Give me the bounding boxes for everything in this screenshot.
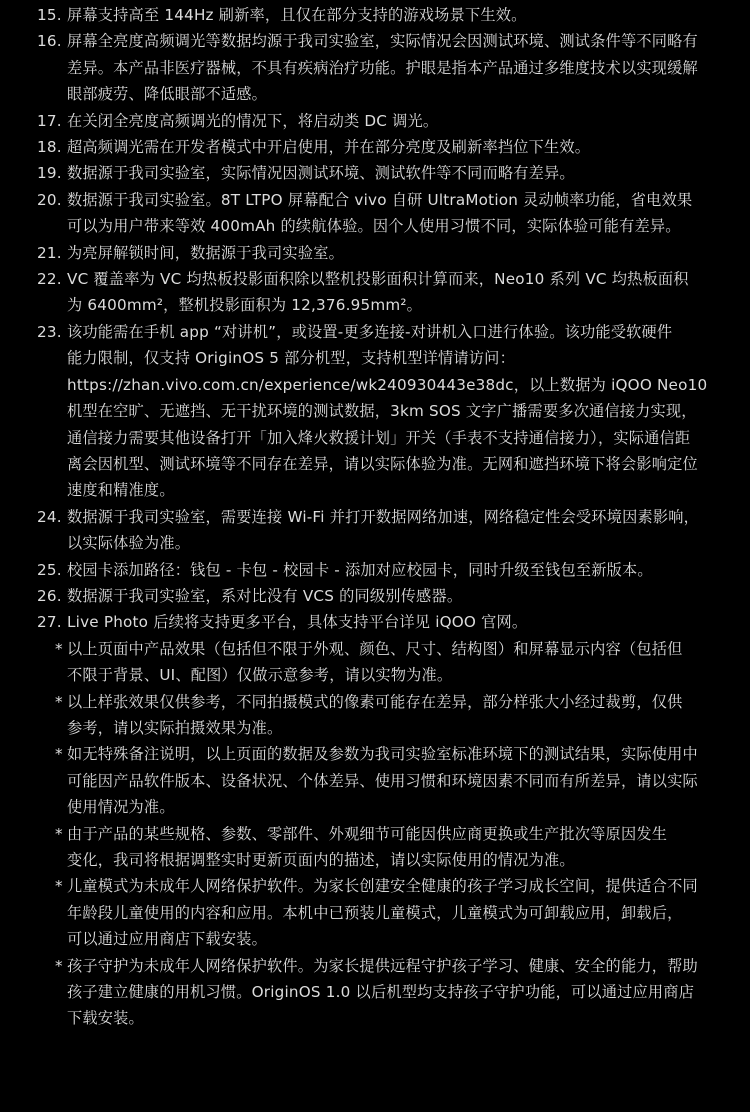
footnote-20	[0, 187, 750, 240]
disclaimer-product-appearance	[0, 636, 750, 689]
footnote-text: 数据源于我司实验室，需要连接 Wi-Fi 并打开数据网络加速，网络稳定性会受环境因素影响， 以实际体验为准。	[67, 507, 700, 553]
footnote-text: 屏幕全亮度高频调光等数据均源于我司实验室，实际情况会因测试环境、测试条件等不同略有 差异。本产品非医疗器械，不具有疾病治疗功能。护眼是指本产品通过多维度技术以实现缓解 眼部疲劳、降低眼部不适感。	[67, 32, 698, 104]
footnote-text: 超高频调光需在开发者模式中开启使用，并在部分亮度及刷新率挡位下生效。	[67, 138, 591, 157]
disclaimer-asterisk: *	[55, 877, 63, 896]
disclaimer-text: 如无特殊备注说明，以上页面的数据及参数为我司实验室标准环境下的测试结果，实际使用中 可能因产品软件版本、设备状况、个体差异、使用习惯和环境因素不同而有所差异，请以实际 使用情况为准。	[67, 745, 698, 817]
footnote-24	[0, 504, 750, 557]
footnote-number: 18.	[37, 138, 62, 157]
footnote-19	[0, 160, 750, 186]
footnote-number: 21.	[37, 243, 62, 262]
footnote-text: VC 覆盖率为 VC 均热板投影面积除以整机投影面积计算而来，Neo10 系列 VC 均热板面积 为 6400mm²，整机投影面积为 12,376.95mm²。	[67, 270, 689, 315]
footnote-number: 24.	[37, 507, 62, 526]
footnote-text: 屏幕支持高至 144Hz 刷新率，且仅在部分支持的游戏场景下生效。	[67, 6, 527, 24]
disclaimer-text: 孩子守护为未成年人网络保护软件。为家长提供远程守护孩子学习、健康、安全的能力，帮助 孩子建立健康的用机习惯。OriginOS 1.0 以后机型均支持孩子守护功能，可以通过应用商店 下载安装。	[67, 956, 698, 1028]
disclaimer-text: 以上页面中产品效果（包括但不限于外观、颜色、尺寸、结构图）和屏幕显示内容（包括但 不限于背景、UI、配图）仅做示意参考，请以实物为准。	[67, 639, 683, 685]
footnote-26	[0, 583, 750, 609]
disclaimer-text: 儿童模式为未成年人网络保护软件。为家长创建安全健康的孩子学习成长空间，提供适合不同 年龄段儿童使用的内容和应用。本机中已预装儿童模式，儿童模式为可卸载应用，卸载后， 可以通过应用商店下载安装。	[67, 877, 698, 949]
footnote-27	[0, 609, 750, 635]
footnote-text: 在关闭全亮度高频调光的情况下，将启动类 DC 调光。	[67, 111, 439, 130]
footnote-number: 19.	[37, 164, 62, 183]
footnote-number: 25.	[37, 560, 62, 579]
footnote-25	[0, 557, 750, 583]
footnote-21	[0, 240, 750, 266]
footnote-number: 16.	[37, 32, 62, 51]
footnote-number: 26.	[37, 586, 62, 605]
footnote-number: 15.	[37, 6, 62, 24]
disclaimer-text: 以上样张效果仅供参考，不同拍摄模式的像素可能存在差异，部分样张大小经过裁剪，仅供 参考，请以实际拍摄效果为准。	[67, 692, 683, 737]
footnote-16	[0, 28, 750, 107]
footnote-18	[0, 134, 750, 160]
disclaimer-text: 由于产品的某些规格、参数、零部件、外观细节可能因供应商更换或生产批次等原因发生 变化，我司将根据调整实时更新页面内的描述，请以实际使用的情况为准。	[67, 824, 668, 869]
disclaimer-asterisk: *	[55, 745, 63, 764]
footnote-number: 20.	[37, 190, 62, 209]
footnote-text: 数据源于我司实验室，系对比没有 VCS 的同级别传感器。	[67, 586, 463, 605]
footnote-text: 数据源于我司实验室，实际情况因测试环境、测试软件等不同而略有差异。	[67, 164, 575, 183]
footnote-number: 22.	[37, 270, 62, 289]
footnote-number: 17.	[37, 111, 62, 130]
footnote-15	[0, 2, 750, 28]
footnote-text: Live Photo 后续将支持更多平台，具体支持平台详见 iQOO 官网。	[67, 613, 528, 632]
footnote-text: 校园卡添加路径：钱包 - 卡包 - 校园卡 - 添加对应校园卡，同时升级至钱包至新版本。	[67, 560, 653, 579]
disclaimer-child-guard	[0, 953, 750, 1032]
footnote-17	[0, 108, 750, 134]
disclaimer-asterisk: *	[55, 639, 63, 658]
footnote-text: 为亮屏解锁时间，数据源于我司实验室。	[67, 243, 344, 262]
disclaimer-test-data	[0, 741, 750, 820]
disclaimer-spec-changes	[0, 821, 750, 874]
footnote-23	[0, 319, 750, 504]
disclaimer-asterisk: *	[55, 824, 63, 843]
footnote-text: 该功能需在手机 app “对讲机”，或设置-更多连接-对讲机入口进行体验。该功能受软硬件 能力限制，仅支持 OriginOS 5 部分机型，支持机型详情请访问： https://zhan.vivo.com.cn/experience/wk240930443e38dc，以上数据为 iQOO Neo10 机型在空旷、无遮挡、无干扰环境的测试数据，3km SOS 文字广播需要多次通信接力实现， 通信接力需要其他设备打开「加入烽火救援计划」开关（手表不支持通信接力），实际通信距 离会因机型、测试环境等不同存在差异，请以实际体验为准。无网和遮挡环境下将会影响定位 速度和精准度。	[67, 322, 708, 500]
disclaimer-sample-photos	[0, 689, 750, 742]
disclaimer-asterisk: *	[55, 692, 63, 711]
disclaimer-asterisk: *	[55, 956, 63, 975]
footnote-number: 27.	[37, 613, 62, 632]
footnote-22	[0, 266, 750, 319]
disclaimer-kids-mode	[0, 873, 750, 952]
footnote-number: 23.	[37, 322, 62, 341]
footnote-text: 数据源于我司实验室。8T LTPO 屏幕配合 vivo 自研 UltraMotion 灵动帧率功能，省电效果 可以为用户带来等效 400mAh 的续航体验。因个人使用习惯不同，实际体验可能有差异。	[67, 190, 693, 236]
